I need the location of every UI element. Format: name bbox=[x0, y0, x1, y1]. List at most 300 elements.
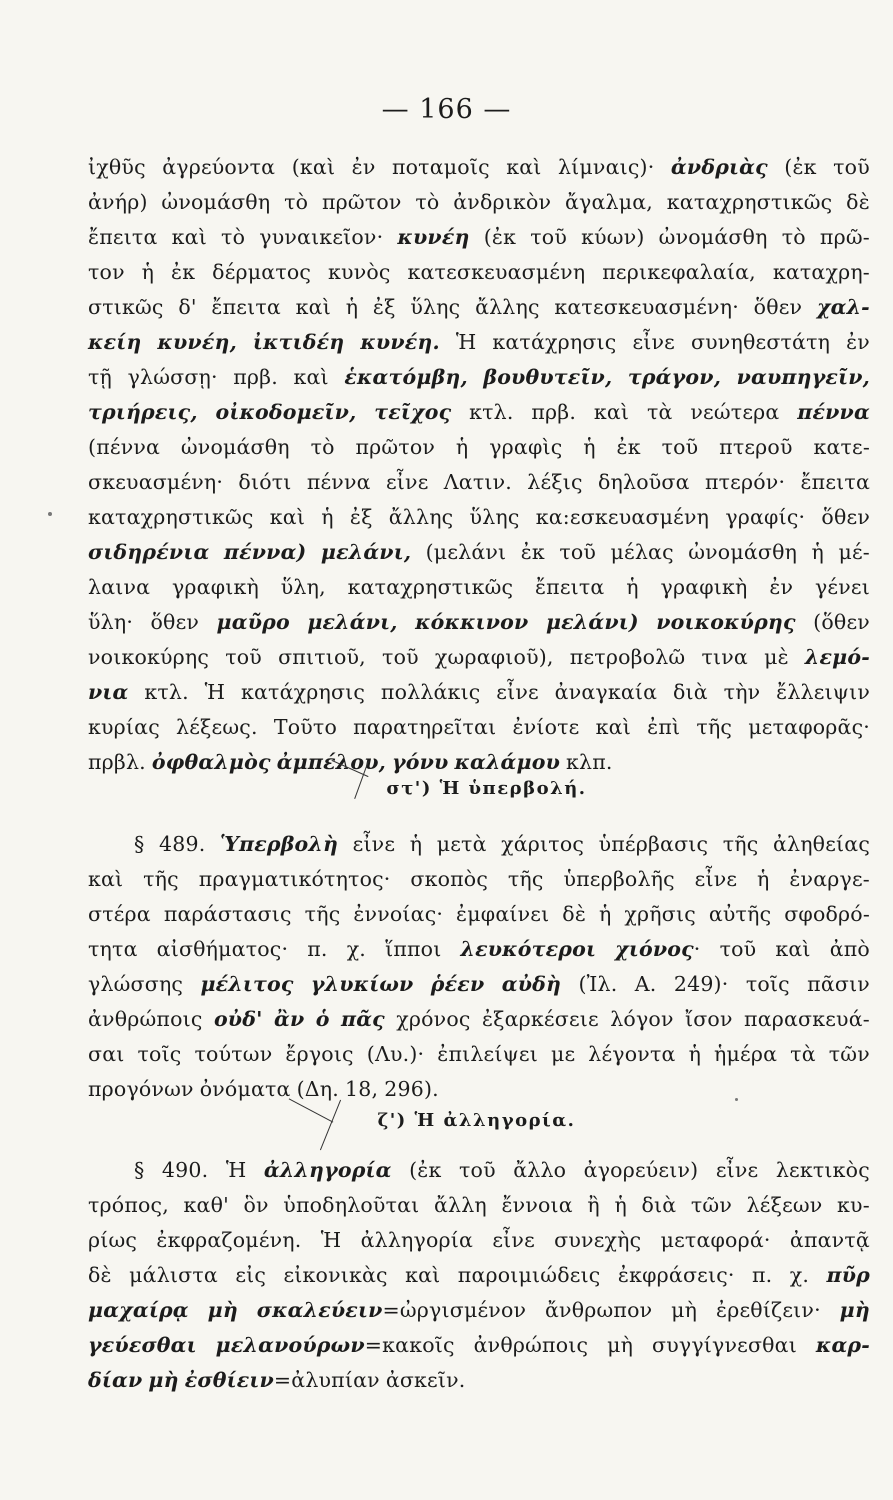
word: νεώτερα bbox=[690, 400, 780, 424]
word: πρῶτον bbox=[321, 190, 402, 214]
word: ἄλλη bbox=[433, 1193, 487, 1217]
text-line bbox=[88, 325, 870, 360]
word: τὰ bbox=[790, 1042, 816, 1066]
word: μέλιτος bbox=[200, 972, 294, 996]
word: ἐναργε- bbox=[789, 867, 870, 891]
word: πέννα bbox=[306, 470, 371, 494]
word: ἀσκεῖν. bbox=[385, 1368, 466, 1392]
word: καταχρηστικῶς bbox=[666, 190, 833, 214]
word: ἐρεθίζειν· bbox=[716, 1298, 821, 1322]
word: καὶ bbox=[405, 1263, 441, 1287]
word: χ. bbox=[789, 1263, 810, 1287]
word: μετὰ bbox=[436, 832, 487, 856]
word: νοικοκύρης bbox=[88, 645, 210, 669]
word: λεμό- bbox=[804, 645, 870, 669]
word: σκαλεύειν=ὠργισμένον bbox=[256, 1298, 527, 1322]
word: τον bbox=[88, 260, 125, 284]
word: τῇ bbox=[88, 365, 113, 389]
word: παρατηρεῖται bbox=[353, 715, 497, 739]
word: Ἡ bbox=[204, 680, 226, 704]
word: ὑπέρβασις bbox=[598, 832, 709, 856]
word: ἐξ bbox=[372, 295, 396, 319]
word: ἡ bbox=[811, 540, 825, 564]
word: εἶνε bbox=[715, 1158, 759, 1182]
word: ἡμέρα bbox=[714, 1042, 778, 1066]
word: οὐδ' bbox=[213, 1007, 263, 1031]
word: εἶνε bbox=[492, 1228, 535, 1252]
word: ὅθεν bbox=[753, 295, 803, 319]
word: ἡ bbox=[626, 575, 639, 599]
word: μέ- bbox=[838, 540, 870, 564]
word: (Δη. bbox=[296, 1077, 340, 1101]
word: ἵπποι bbox=[385, 937, 442, 961]
word: ἀληθείας bbox=[772, 832, 870, 856]
word: καὶ bbox=[171, 225, 207, 249]
text-line bbox=[88, 255, 870, 290]
word: σαι bbox=[88, 1042, 125, 1066]
word: ὀνόματα bbox=[199, 1077, 291, 1101]
word: τοῦ bbox=[661, 435, 699, 459]
word: πολλάκις bbox=[380, 680, 481, 704]
word: τούτων bbox=[194, 1042, 273, 1066]
text-line bbox=[88, 360, 870, 395]
word: ἡ bbox=[614, 1193, 627, 1217]
word: δέρματος bbox=[212, 260, 312, 284]
word: γραφίς· bbox=[725, 505, 806, 529]
word: εἰς bbox=[235, 1263, 267, 1287]
word: κατάχρησις bbox=[492, 330, 617, 354]
word: ἐννοίας· bbox=[353, 902, 444, 926]
word: (ὅθεν bbox=[813, 610, 870, 634]
word: ἡ bbox=[757, 867, 770, 891]
word: Ὑπερβολὴ bbox=[219, 832, 339, 856]
paragraph-3 bbox=[88, 1153, 870, 1398]
text-line bbox=[88, 932, 870, 967]
word: μὴ bbox=[839, 1298, 870, 1322]
text-line bbox=[88, 675, 870, 710]
word: μὴ bbox=[607, 1333, 634, 1357]
word: ῥέεν bbox=[430, 972, 485, 996]
word: κυνέη bbox=[397, 225, 470, 249]
text-line bbox=[88, 1328, 870, 1363]
word: ἐσθίειν=ἀλυπίαν bbox=[184, 1368, 380, 1392]
word: τοῦ bbox=[382, 645, 419, 669]
word: ἡ bbox=[583, 435, 596, 459]
word: παράστασις bbox=[163, 902, 292, 926]
word: κυ- bbox=[837, 1193, 870, 1217]
word: ἐμφαίνει bbox=[456, 902, 550, 926]
word: ἐν bbox=[769, 575, 794, 599]
word: ἐπὶ bbox=[647, 715, 681, 739]
word: αὐδὴ bbox=[501, 972, 562, 996]
word: λέξεως. bbox=[176, 715, 258, 739]
word: χ. bbox=[346, 937, 367, 961]
word: τοῦ bbox=[530, 225, 567, 249]
word: δίαν bbox=[88, 1368, 143, 1392]
word: ὠνομάσθη bbox=[161, 190, 271, 214]
word: (καὶ bbox=[291, 155, 336, 179]
word: σφοδρό- bbox=[784, 902, 870, 926]
word: δ' bbox=[178, 295, 197, 319]
word: καὶ bbox=[88, 867, 124, 891]
word: τράγον, bbox=[627, 365, 722, 389]
word: μεταφορᾶς· bbox=[748, 715, 870, 739]
word: βουθυτεῖν, bbox=[483, 365, 613, 389]
word: 490. bbox=[161, 1158, 209, 1182]
word: ἔλλειψιν bbox=[776, 680, 870, 704]
word: (Ἰλ. bbox=[578, 972, 618, 996]
word: μέλας bbox=[610, 540, 674, 564]
word: Α. bbox=[634, 972, 657, 996]
word: πτεροῦ bbox=[719, 435, 793, 459]
word: τοῖς bbox=[137, 1042, 182, 1066]
word: καταχρη- bbox=[772, 260, 870, 284]
word: κατεσκευασμένη· bbox=[554, 295, 739, 319]
word: μελάνι) bbox=[545, 610, 639, 634]
word: κείη bbox=[88, 330, 142, 354]
text-line bbox=[88, 1293, 870, 1328]
text-line bbox=[88, 967, 870, 1002]
word: ὅθεν bbox=[821, 505, 870, 529]
word: ἡ bbox=[141, 260, 155, 284]
word: ἰχθῦς bbox=[88, 155, 146, 179]
word: 18, bbox=[345, 1077, 379, 1101]
word: παροιμιώδεις bbox=[457, 1263, 601, 1287]
text-line bbox=[88, 827, 870, 862]
word: πρβ. bbox=[233, 365, 278, 389]
word: κυνὸς bbox=[328, 260, 391, 284]
word: τῆς bbox=[304, 902, 341, 926]
word: ἰκτιδέη bbox=[252, 330, 345, 354]
word: νια bbox=[88, 680, 129, 704]
word: πρβλ. bbox=[88, 750, 146, 774]
word: ὕλη· bbox=[88, 610, 134, 634]
text-line bbox=[88, 395, 870, 430]
word: ἢ bbox=[587, 1193, 600, 1217]
word: καταχρηστικῶς bbox=[347, 575, 514, 599]
text-line bbox=[88, 465, 870, 500]
word: τὴν bbox=[723, 680, 761, 704]
text-line bbox=[88, 1153, 870, 1188]
word: χρόνος bbox=[396, 1007, 471, 1031]
word: τεῖχος bbox=[374, 400, 452, 424]
word: τητα bbox=[88, 937, 138, 961]
word: προγόνων bbox=[88, 1077, 194, 1101]
word: π. bbox=[752, 1263, 773, 1287]
word: γλώσσῃ· bbox=[127, 365, 218, 389]
word: πρῶτον bbox=[355, 435, 436, 459]
paragraph-1 bbox=[88, 150, 870, 780]
text-line bbox=[88, 897, 870, 932]
word: καὶ bbox=[593, 400, 630, 424]
text-line bbox=[88, 745, 870, 780]
word: ὑπερβολῆς bbox=[563, 867, 675, 891]
word: τὸ bbox=[284, 190, 309, 214]
word: ἐπιλείψει bbox=[437, 1042, 538, 1066]
scan-speck bbox=[48, 512, 52, 516]
word: γόνυ bbox=[391, 750, 449, 774]
word: διότι bbox=[238, 470, 292, 494]
word: δὲ bbox=[846, 190, 870, 214]
word: τῆς bbox=[507, 867, 544, 891]
word: δὲ bbox=[88, 1263, 112, 1287]
word: περικεφαλαία, bbox=[602, 260, 756, 284]
word: ἔπειτα bbox=[534, 575, 605, 599]
word: με bbox=[550, 1042, 576, 1066]
word: εἶνε bbox=[496, 680, 539, 704]
word: καὶ bbox=[775, 937, 811, 961]
word: τοῦ bbox=[559, 540, 597, 564]
word: ἐξαρκέσειε bbox=[481, 1007, 599, 1031]
word: ἄνθρωπον bbox=[545, 1298, 653, 1322]
word: παρασκευά- bbox=[744, 1007, 870, 1031]
word: ἀλληγορία bbox=[263, 1158, 392, 1182]
word: πραγματικότητος· bbox=[198, 867, 391, 891]
word: γραφὶς bbox=[489, 435, 563, 459]
word: χαλ- bbox=[816, 295, 870, 319]
word: διὰ bbox=[641, 1193, 677, 1217]
word: σιδηρένια bbox=[88, 540, 210, 564]
word: πρῶ- bbox=[819, 225, 870, 249]
text-line bbox=[88, 150, 870, 185]
word: τῶν bbox=[690, 1193, 732, 1217]
word: ὠνομάσθη bbox=[658, 225, 768, 249]
word: 249)· bbox=[673, 972, 729, 996]
word: χιόνος· bbox=[615, 937, 701, 961]
word: τοῦ bbox=[458, 1158, 496, 1182]
word: συνηθεστάτη bbox=[690, 330, 831, 354]
word: τριήρεις, bbox=[88, 400, 198, 424]
word: τρόπος, bbox=[88, 1193, 169, 1217]
word: κλπ. bbox=[566, 750, 613, 774]
word: ὀφθαλμὸς bbox=[151, 750, 271, 774]
word: Ἡ bbox=[455, 330, 477, 354]
word: ἔπειτα bbox=[88, 225, 158, 249]
word: π. bbox=[307, 937, 328, 961]
word: καὶ bbox=[293, 365, 329, 389]
word: γραφικὴ bbox=[660, 575, 748, 599]
word: λέγοντα bbox=[588, 1042, 676, 1066]
text-line bbox=[88, 570, 870, 605]
word: ἴσον bbox=[685, 1007, 733, 1031]
word: στέρα bbox=[88, 902, 151, 926]
word: (πέννα bbox=[88, 435, 161, 459]
word: αὐτῆς bbox=[708, 902, 772, 926]
word: κυνέη. bbox=[360, 330, 440, 354]
word: καὶ bbox=[506, 155, 542, 179]
word: 296). bbox=[384, 1077, 439, 1101]
word: μὴ bbox=[207, 1298, 238, 1322]
word: γλυκίων bbox=[310, 972, 414, 996]
paragraph-2 bbox=[88, 827, 870, 1107]
word: § bbox=[134, 832, 145, 856]
word: τῆς bbox=[143, 867, 179, 891]
word: τινα bbox=[701, 645, 748, 669]
word: λέξις bbox=[527, 470, 583, 494]
word: εἶνε bbox=[694, 867, 738, 891]
text-line bbox=[88, 710, 870, 745]
word: κα:εσκευασμένη bbox=[535, 505, 710, 529]
word: πᾶσιν bbox=[807, 972, 870, 996]
word: (μελάνι bbox=[425, 540, 507, 564]
word: γυναικεῖον· bbox=[259, 225, 384, 249]
word: τοῦ bbox=[719, 937, 757, 961]
word: Λατιν. bbox=[443, 470, 513, 494]
word: ἐξ bbox=[349, 505, 373, 529]
word: ἐκφραζομένη. bbox=[156, 1228, 302, 1252]
word: ἐν bbox=[351, 155, 376, 179]
word: καλάμου bbox=[454, 750, 561, 774]
text-line bbox=[88, 1363, 870, 1398]
word: μελάνι, bbox=[307, 610, 398, 634]
text-line bbox=[88, 640, 870, 675]
word: τῆς bbox=[696, 715, 733, 739]
word: καθ' bbox=[183, 1193, 229, 1217]
word: καὶ bbox=[295, 295, 331, 319]
word: ἄλλης bbox=[475, 295, 540, 319]
word: ὠνομάσθη bbox=[180, 435, 290, 459]
word: κτλ. bbox=[469, 400, 514, 424]
word: ἐκφράσεις· bbox=[617, 1263, 735, 1287]
word: ἔργοις bbox=[285, 1042, 354, 1066]
word: ἀνθρώποις bbox=[473, 1333, 589, 1357]
word: μελάνι, bbox=[320, 540, 412, 564]
word: ρίως bbox=[88, 1228, 138, 1252]
word: ὁ bbox=[315, 1007, 330, 1031]
word: διὰ bbox=[673, 680, 708, 704]
word: (ἐκ bbox=[483, 225, 517, 249]
word: συνεχὴς bbox=[554, 1228, 642, 1252]
word: πᾶς bbox=[341, 1007, 385, 1031]
word: τοῖς bbox=[745, 972, 790, 996]
word: ἀνήρ) bbox=[88, 190, 148, 214]
word: σκοπὸς bbox=[410, 867, 489, 891]
scan-speck bbox=[735, 1098, 738, 1101]
word: λεκτικὸς bbox=[775, 1158, 870, 1182]
word: ἀμπέλου, bbox=[276, 750, 386, 774]
text-line bbox=[88, 605, 870, 640]
word: κύων) bbox=[581, 225, 645, 249]
word: λέξεων bbox=[746, 1193, 823, 1217]
word: μὴ bbox=[148, 1368, 179, 1392]
word: ὃν bbox=[243, 1193, 269, 1217]
word: νοικοκύρης bbox=[656, 610, 796, 634]
word: ἀνθρώποις bbox=[88, 1007, 203, 1031]
word: πετροβολῶ bbox=[569, 645, 686, 669]
word: τὸ bbox=[221, 225, 246, 249]
word: ὕλης bbox=[469, 505, 520, 529]
word: αἰσθήματος· bbox=[156, 937, 289, 961]
word: ἑκατόμβη, bbox=[344, 365, 468, 389]
text-line bbox=[88, 1223, 870, 1258]
word: ἄλλο bbox=[513, 1158, 567, 1182]
word: γραφικὴ bbox=[171, 575, 259, 599]
word: ἀλληγορία bbox=[360, 1228, 474, 1252]
word: ἡ bbox=[598, 902, 612, 926]
section-heading-allegory: ζ') Ἡ ἀλληγορία. bbox=[377, 1110, 576, 1131]
word: ἀγρεύοντα bbox=[162, 155, 276, 179]
word: χωραφιοῦ), bbox=[434, 645, 554, 669]
word: μὲ bbox=[764, 645, 789, 669]
word: μαχαίρᾳ bbox=[88, 1298, 189, 1322]
word: οἰκοδομεῖν, bbox=[215, 400, 357, 424]
word: ἐκ bbox=[171, 260, 196, 284]
text-line bbox=[88, 1188, 870, 1223]
word: ἐκ bbox=[616, 435, 641, 459]
word: γεύεσθαι bbox=[88, 1333, 197, 1357]
word: τὸ bbox=[310, 435, 335, 459]
word: ἡ bbox=[409, 832, 423, 856]
section-heading-hyperbole: στ') Ἡ ὑπερβολή. bbox=[386, 778, 587, 799]
word: καρ- bbox=[815, 1333, 870, 1357]
word: καὶ bbox=[595, 715, 631, 739]
word: τὸ bbox=[415, 190, 440, 214]
word: κυνέη, bbox=[157, 330, 237, 354]
word: ὑποδηλοῦται bbox=[283, 1193, 420, 1217]
word: εἰκονικὰς bbox=[283, 1263, 388, 1287]
word: λίμναις)· bbox=[557, 155, 655, 179]
word: (ἐκ bbox=[409, 1158, 442, 1182]
word: ἡ bbox=[455, 435, 469, 459]
word: λευκότεροι bbox=[460, 937, 597, 961]
text-line bbox=[88, 430, 870, 465]
word: πτερόν· bbox=[704, 470, 786, 494]
word: μαῦρο bbox=[216, 610, 290, 634]
word: τῆς bbox=[722, 832, 759, 856]
word: γένει bbox=[814, 575, 870, 599]
word: μὴ bbox=[671, 1298, 698, 1322]
word: (Λυ.)· bbox=[366, 1042, 425, 1066]
word: τοῦ bbox=[833, 155, 870, 179]
word: ποταμοῖς bbox=[391, 155, 490, 179]
word: τῶν bbox=[828, 1042, 870, 1066]
word: δὲ bbox=[562, 902, 587, 926]
word: τὰ bbox=[646, 400, 673, 424]
word: § bbox=[134, 1158, 145, 1182]
word: συγγίγνεσθαι bbox=[652, 1333, 797, 1357]
word: ἡ bbox=[688, 1042, 702, 1066]
word: ἂν bbox=[273, 1007, 305, 1031]
word: ἐν bbox=[846, 330, 870, 354]
word: εἶνε bbox=[385, 470, 429, 494]
word: χάριτος bbox=[501, 832, 585, 856]
word: εἶνε bbox=[352, 832, 396, 856]
word: ὅθεν bbox=[150, 610, 200, 634]
word: ἔννοια bbox=[501, 1193, 573, 1217]
word: ἐνίοτε bbox=[512, 715, 580, 739]
word: ἔπειτα bbox=[800, 470, 870, 494]
word: λαινα bbox=[88, 575, 151, 599]
word: μελανούρων=κακοῖς bbox=[215, 1333, 455, 1357]
word: Ἡ bbox=[225, 1158, 247, 1182]
word: ὠνομάσθη bbox=[688, 540, 798, 564]
text-line bbox=[88, 1002, 870, 1037]
word: ναυπηγεῖν, bbox=[736, 365, 870, 389]
word: ἐκ bbox=[520, 540, 545, 564]
word: κόκκινον bbox=[415, 610, 529, 634]
word: πρβ. bbox=[531, 400, 577, 424]
word: στικῶς bbox=[88, 295, 164, 319]
word: μεταφορά· bbox=[660, 1228, 771, 1252]
word: ὕλης bbox=[410, 295, 461, 319]
word: μάλιστα bbox=[129, 1263, 218, 1287]
word: ἡ bbox=[345, 295, 359, 319]
word: κατε- bbox=[813, 435, 870, 459]
word: σπιτιοῦ, bbox=[278, 645, 366, 669]
word: εἶνε bbox=[632, 330, 675, 354]
word: ἔπειτα bbox=[211, 295, 281, 319]
text-line bbox=[88, 220, 870, 255]
